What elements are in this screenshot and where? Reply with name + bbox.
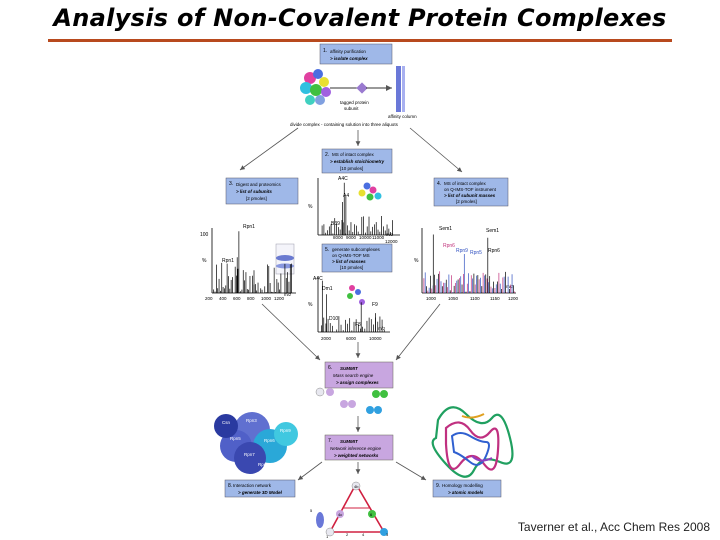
svg-text:> list of subunit masses: > list of subunit masses	[444, 193, 496, 198]
svg-text:m/z: m/z	[284, 292, 292, 297]
step1-box	[320, 44, 392, 64]
svg-text:9.: 9.	[436, 483, 441, 489]
svg-text:Rpn5: Rpn5	[470, 250, 482, 256]
svg-text:tagged protein: tagged protein	[340, 100, 369, 105]
svg-text:> list of masses: > list of masses	[332, 259, 366, 264]
svg-text:%: %	[308, 204, 313, 210]
svg-text:1: 1	[326, 534, 329, 539]
step6-box	[325, 362, 393, 388]
step3-box	[226, 178, 298, 204]
svg-text:> assign complexes: > assign complexes	[336, 380, 379, 385]
svg-text:Sem1: Sem1	[486, 228, 500, 234]
svg-text:Rpn6: Rpn6	[264, 438, 275, 443]
svg-text:> establish stoichiometry: > establish stoichiometry	[330, 159, 385, 164]
svg-text:Sem1: Sem1	[439, 226, 453, 232]
svg-text:MS of intact complex: MS of intact complex	[444, 181, 486, 186]
svg-text:Network inference engine: Network inference engine	[330, 446, 382, 451]
svg-text:m/z: m/z	[506, 284, 514, 289]
svg-text:Rpn3: Rpn3	[246, 418, 257, 423]
svg-text:2.: 2.	[325, 152, 330, 158]
atomic-ribbon-model	[433, 407, 513, 476]
spectrum-subunit-masses	[414, 226, 519, 301]
svg-text:[10 pmoles]: [10 pmoles]	[340, 166, 364, 171]
svg-text:%: %	[308, 302, 313, 308]
spectrum-intact-complex	[308, 176, 400, 244]
svg-text:Interaction network: Interaction network	[233, 483, 272, 488]
svg-text:m/z: m/z	[378, 326, 386, 331]
svg-text:> list of subunits: > list of subunits	[236, 189, 272, 194]
svg-text:Rpn1: Rpn1	[222, 258, 234, 264]
page-title: Analysis of Non-Covalent Protein Complexes	[53, 4, 667, 32]
svg-text:[10 pmoles]: [10 pmoles]	[340, 265, 364, 270]
step4-box	[434, 178, 508, 206]
svg-text:Rpn: Rpn	[258, 462, 267, 467]
svg-text:10000: 10000	[359, 235, 372, 240]
svg-text:4b: 4b	[354, 484, 359, 489]
svg-text:[2 pmoles]: [2 pmoles]	[246, 196, 267, 201]
arrow-7-to-8	[298, 462, 322, 480]
step7-box	[325, 435, 393, 460]
step2-box	[322, 149, 392, 173]
svg-text:B39: B39	[331, 221, 340, 227]
step5-box	[322, 244, 392, 272]
svg-text:F8: F8	[355, 322, 361, 328]
svg-text:affinity column: affinity column	[388, 114, 417, 119]
svg-text:SUMMIT: SUMMIT	[340, 366, 358, 371]
svg-text:m/z: m/z	[386, 232, 394, 237]
svg-text:Rpn6: Rpn6	[443, 243, 455, 249]
svg-text:Mass search engine: Mass search engine	[333, 373, 374, 378]
svg-text:Rpn5: Rpn5	[230, 436, 241, 441]
svg-text:4: 4	[362, 532, 365, 537]
svg-text:MS of intact complex: MS of intact complex	[332, 152, 374, 157]
svg-text:> atomic models: > atomic models	[448, 490, 484, 495]
svg-text:100: 100	[200, 232, 209, 238]
svg-text:[2 pmoles]: [2 pmoles]	[456, 199, 477, 204]
svg-text:1200: 1200	[508, 296, 519, 301]
svg-text:11000: 11000	[372, 235, 385, 240]
svg-text:2000: 2000	[321, 336, 332, 341]
spectrum-subcomplexes	[308, 276, 390, 341]
step8-box	[225, 480, 295, 497]
svg-text:affinity purification: affinity purification	[330, 49, 366, 54]
svg-text:12000: 12000	[385, 239, 398, 244]
svg-text:4c: 4c	[338, 512, 343, 517]
svg-text:Csn: Csn	[222, 420, 231, 425]
svg-text:%: %	[414, 258, 419, 264]
svg-text:8.: 8.	[228, 483, 233, 489]
svg-text:3.: 3.	[229, 181, 234, 187]
svg-text:400: 400	[219, 296, 227, 301]
svg-text:5.: 5.	[325, 247, 330, 253]
svg-text:Digest and proteomics: Digest and proteomics	[236, 182, 281, 187]
sphere-3d-model	[214, 412, 298, 474]
svg-text:Homology modelling: Homology modelling	[442, 483, 483, 488]
svg-text:on Q-IMS-TOF instrument: on Q-IMS-TOF instrument	[444, 187, 496, 192]
protein-complex-illustration	[290, 66, 417, 127]
svg-text:600: 600	[233, 296, 241, 301]
svg-text:Dm1: Dm1	[322, 286, 333, 292]
svg-text:5: 5	[310, 508, 313, 513]
svg-text:Rpn7: Rpn7	[244, 452, 255, 457]
svg-text:9000: 9000	[346, 235, 357, 240]
svg-text:A4: A4	[343, 193, 350, 199]
svg-text:800: 800	[247, 296, 255, 301]
svg-text:divide complex - containing so: divide complex - containing solution into three aliquots	[290, 122, 398, 127]
arrow-1-to-4	[410, 128, 462, 172]
svg-text:1150: 1150	[490, 296, 500, 301]
svg-text:on Q-IMS-TOF MS: on Q-IMS-TOF MS	[332, 253, 370, 258]
svg-text:Rpn9: Rpn9	[280, 428, 291, 433]
svg-text:Rpn9: Rpn9	[456, 248, 468, 254]
svg-text:subunit: subunit	[344, 106, 359, 111]
svg-text:200: 200	[205, 296, 213, 301]
svg-text:SUMMIT: SUMMIT	[340, 439, 358, 444]
svg-text:6: 6	[370, 512, 373, 517]
svg-text:1000: 1000	[261, 296, 272, 301]
svg-text:7.: 7.	[328, 438, 333, 444]
subcomplex-beads	[316, 388, 388, 414]
svg-text:6.: 6.	[328, 365, 333, 371]
arrow-7-to-9	[396, 462, 426, 480]
svg-text:1.: 1.	[323, 48, 328, 54]
svg-text:1200: 1200	[274, 296, 285, 301]
svg-text:2: 2	[346, 532, 349, 537]
svg-text:> isolate complex: > isolate complex	[330, 56, 368, 61]
svg-text:generate subcomplexes: generate subcomplexes	[332, 247, 380, 252]
svg-text:8000: 8000	[333, 235, 344, 240]
svg-text:Rpn6: Rpn6	[488, 248, 500, 254]
svg-text:6000: 6000	[346, 336, 357, 341]
svg-text:Rpn1: Rpn1	[243, 224, 255, 230]
svg-text:10000: 10000	[369, 336, 382, 341]
svg-text:3: 3	[386, 532, 389, 537]
svg-text:1050: 1050	[448, 296, 459, 301]
interaction-network	[310, 482, 389, 539]
svg-text:> weighted networks: > weighted networks	[334, 453, 379, 458]
arrow-4-to-6	[396, 304, 440, 360]
step9-box	[433, 480, 501, 497]
svg-text:4.: 4.	[437, 181, 442, 187]
svg-text:A4C: A4C	[313, 276, 323, 282]
svg-text:> generate 3D Model: > generate 3D Model	[238, 490, 282, 495]
svg-text:1100: 1100	[470, 296, 480, 301]
svg-text:A4C: A4C	[338, 176, 348, 182]
svg-text:%: %	[202, 258, 207, 264]
arrow-3-to-6	[262, 304, 320, 360]
svg-text:D10: D10	[329, 316, 339, 322]
citation: Taverner et al., Acc Chem Res 2008	[517, 520, 710, 534]
svg-text:1000: 1000	[426, 296, 437, 301]
arrow-1-to-3	[240, 128, 298, 170]
svg-text:F9: F9	[372, 302, 378, 308]
spectrum-proteomics	[200, 224, 296, 301]
